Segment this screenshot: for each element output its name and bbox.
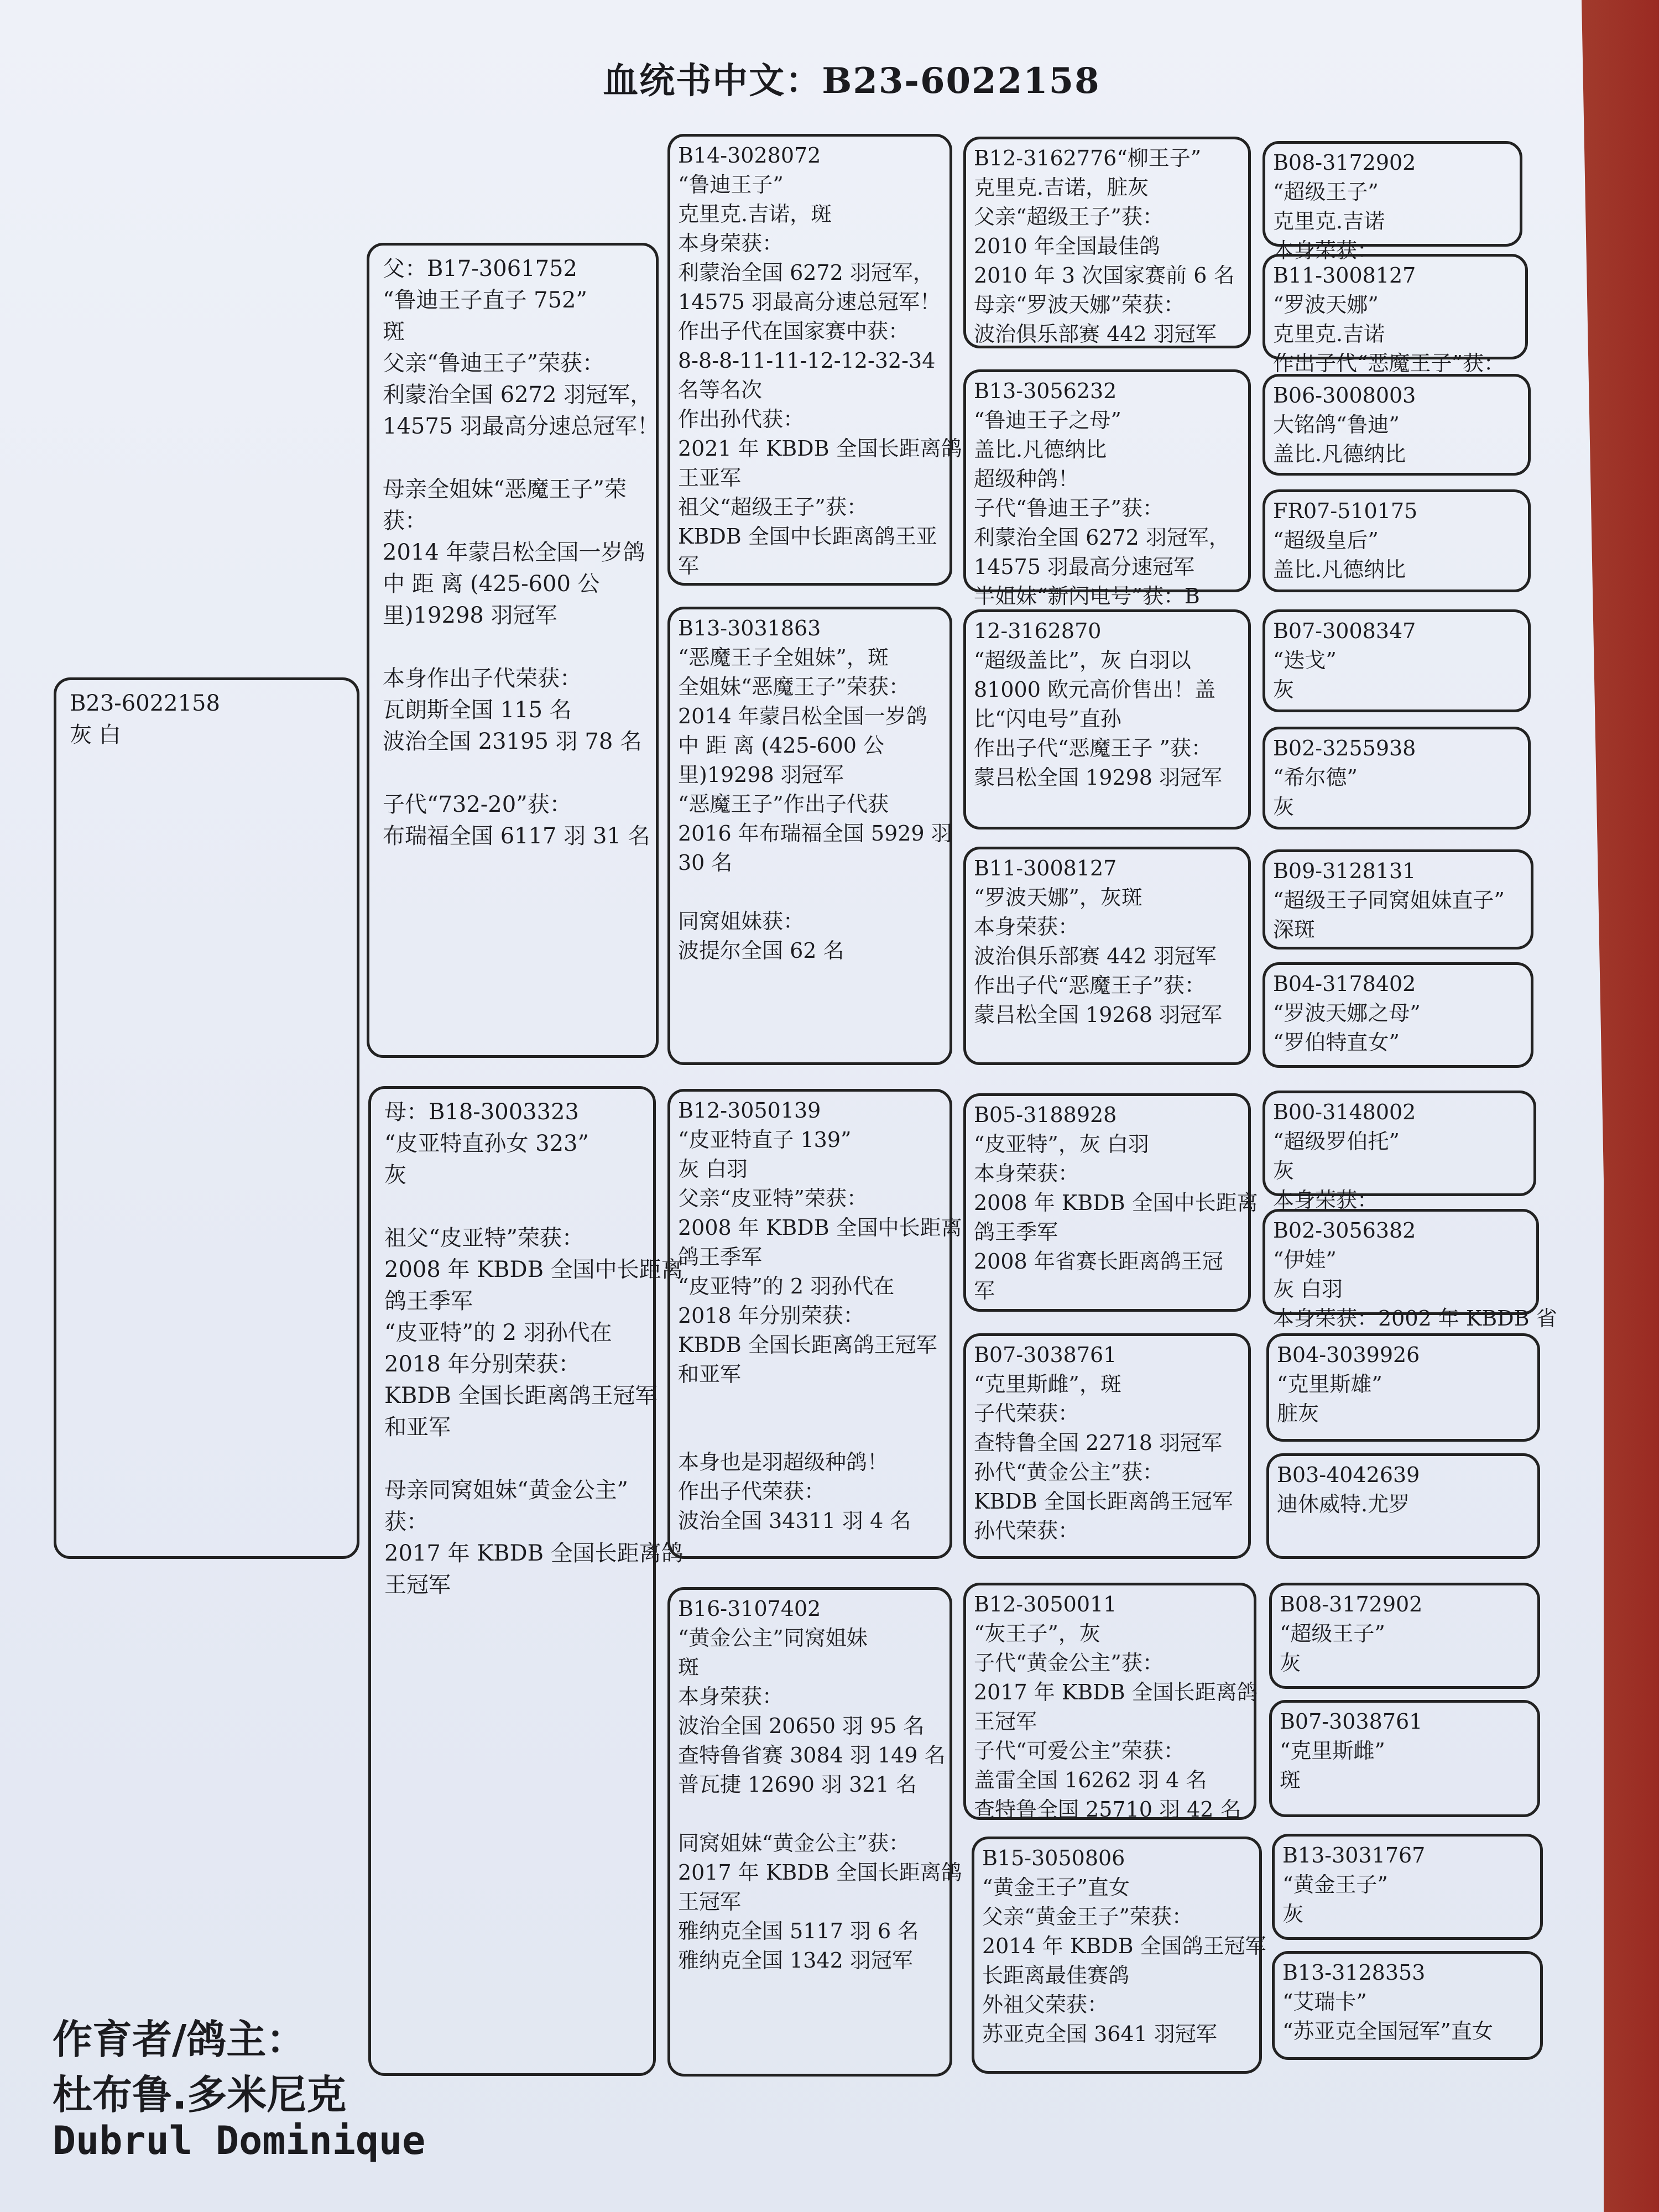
- pedigree-line: 作出孙代获：: [678, 407, 805, 431]
- ring-number: B03-4042639: [1277, 1463, 1420, 1487]
- pedigree-line: 子代荣获：: [974, 1401, 1079, 1426]
- ring-number: B09-3128131: [1273, 859, 1416, 883]
- pedigree-line: 母亲全姐妹“恶魔王子”荣: [383, 477, 627, 502]
- ring-number: B15-3050806: [982, 1846, 1125, 1870]
- pedigree-line: 母亲“罗波天娜”荣获：: [974, 293, 1185, 317]
- pedigree-line: 2014 年 KBDB 全国鸽王冠军: [982, 1934, 1266, 1958]
- pedigree-line: “希尔德”: [1273, 765, 1358, 790]
- pedigree-line: 斑: [1280, 1768, 1301, 1792]
- pedigree-line: 2008 年 KBDB 全国中长距离: [974, 1191, 1258, 1215]
- ggg-box-g9: [1262, 1091, 1536, 1212]
- ring-number: B02-3255938: [1273, 736, 1416, 760]
- pedigree-line: “皮亚特直子 139”: [678, 1128, 852, 1152]
- pedigree-line: 8-8-8-11-11-12-12-32-34: [678, 348, 936, 373]
- pedigree-line: 孙代荣获：: [974, 1519, 1079, 1543]
- ggg-box-g5: [1262, 609, 1531, 712]
- ring-number: B08-3172902: [1273, 150, 1416, 175]
- pedigree-line: 波治全国 34311 羽 4 名: [678, 1509, 911, 1533]
- pedigree-line: 灰 白羽: [1273, 1277, 1343, 1301]
- pedigree-line: “超级王子”: [1273, 180, 1379, 204]
- pedigree-line: 和亚军: [678, 1362, 742, 1386]
- ring-number: B12-3050011: [974, 1592, 1117, 1616]
- pedigree-line: 灰: [1282, 1902, 1304, 1926]
- pedigree-title: 血统书中文：B23-6022158: [603, 60, 1100, 102]
- dam-dam-box-dd: [667, 1587, 962, 2077]
- subject-pigeon-box-self: [54, 677, 359, 1559]
- pedigree-line: 王亚军: [678, 466, 742, 490]
- ring-number: B13-3031863: [678, 616, 821, 640]
- pedigree-line: “黄金王子”直女: [982, 1875, 1130, 1900]
- ggg-box-g10: [1262, 1209, 1557, 1331]
- pedigree-line: KBDB 全国长距离鸽王冠军: [384, 1383, 658, 1408]
- pedigree-line: KBDB 全国长距离鸽王冠军: [678, 1333, 937, 1357]
- pedigree-line: [678, 1799, 942, 1829]
- pedigree-line: “超级盖比”，灰 白羽以: [974, 648, 1191, 672]
- pedigree-line: 子代“可爱公主”荣获：: [974, 1739, 1185, 1763]
- breeder-name-chinese: 杜布鲁.多米尼克: [53, 2072, 347, 2118]
- ring-number: B06-3008003: [1273, 383, 1416, 408]
- pedigree-line: “超级罗伯托”: [1273, 1129, 1400, 1154]
- pedigree-line: “罗波天娜”，灰斑: [974, 885, 1142, 910]
- ggg-box-g3: [1262, 374, 1531, 476]
- pedigree-line: [384, 1443, 640, 1475]
- pedigree-line: 孙代“黄金公主”获：: [974, 1460, 1164, 1484]
- pedigree-line: 蒙吕松全国 19298 羽冠军: [974, 765, 1223, 790]
- pedigree-line: 军: [974, 1279, 995, 1303]
- pedigree-line: 14575 羽最高分速总冠军！: [383, 414, 659, 439]
- pedigree-line: 2017 年 KBDB 全国长距离鸽: [384, 1541, 684, 1566]
- pedigree-line: 里)19298 羽冠军: [678, 763, 844, 787]
- pedigree-line: 2014 年蒙吕松全国一岁鸽: [678, 704, 927, 728]
- pedigree-line: 盖比.凡德纳比: [1273, 442, 1406, 466]
- pedigree-line: 2008 年 KBDB 全国中长距离: [678, 1215, 962, 1240]
- pedigree-line: 波治俱乐部赛 442 羽冠军: [974, 944, 1217, 968]
- ring-number: B07-3038761: [1280, 1709, 1423, 1734]
- pedigree-line: “罗波天娜之母”: [1273, 1001, 1421, 1025]
- pedigree-line: “皮亚特”，灰 白羽: [974, 1132, 1149, 1156]
- pedigree-line: 查特鲁省赛 3084 羽 149 名: [678, 1743, 946, 1767]
- pedigree-line: 14575 羽最高分速冠军: [974, 555, 1194, 579]
- pedigree-line: 作出子代“恶魔王子”获：: [974, 973, 1206, 998]
- sire-box-sire: [367, 243, 659, 1058]
- pedigree-line: 雅纳克全国 5117 羽 6 名: [678, 1919, 919, 1943]
- pedigree-line: 超级种鸽！: [974, 467, 1079, 491]
- pedigree-line: 本身荣获：: [1273, 1188, 1379, 1212]
- ring-number: B14-3028072: [678, 143, 821, 168]
- pedigree-line: 2010 年全国最佳鸽: [974, 234, 1160, 258]
- dam-box-dam: [368, 1086, 684, 2076]
- pedigree-line: 盖比.凡德纳比: [1273, 557, 1406, 582]
- pedigree-line: 鸽王季军: [974, 1220, 1058, 1244]
- pedigree-line: 子代“732-20”获：: [383, 792, 572, 817]
- ring-number: B16-3107402: [678, 1597, 821, 1621]
- breeder-name: Dubrul Dominique: [53, 2118, 426, 2163]
- pedigree-line: [383, 442, 643, 474]
- pedigree-line: “皮亚特”的 2 羽孙代在: [384, 1320, 612, 1345]
- pedigree-line: 本身荣获：: [974, 1161, 1079, 1186]
- pedigree-line: “黄金王子”: [1282, 1872, 1388, 1897]
- pedigree-line: 灰: [1280, 1651, 1301, 1675]
- pedigree-line: 父亲“皮亚特”荣获：: [678, 1186, 868, 1211]
- sire-sire-box-ss: [667, 134, 962, 586]
- pedigree-line: “罗波天娜”: [1273, 293, 1379, 317]
- pedigree-line: 斑: [678, 1655, 700, 1679]
- ring-number: B07-3008347: [1273, 619, 1416, 643]
- pedigree-line: 作出子代荣获：: [678, 1479, 826, 1504]
- pedigree-line: “超级王子”: [1280, 1621, 1385, 1646]
- ring-number: B23-6022158: [70, 691, 220, 716]
- pedigree-line: 2021 年 KBDB 全国长距离鸽: [678, 436, 962, 461]
- pedigree-line: “苏亚克全国冠军”直女: [1282, 2019, 1493, 2043]
- pedigree-line: 深斑: [1273, 917, 1316, 942]
- ring-number: FR07-510175: [1273, 499, 1418, 523]
- pedigree-line: 鸽王季军: [384, 1288, 473, 1314]
- gg-box-ssd: [963, 369, 1251, 608]
- pedigree-line: 军: [678, 554, 700, 578]
- pedigree-line: 王冠军: [678, 1890, 742, 1914]
- pedigree-line: 灰 白羽: [678, 1157, 748, 1181]
- pedigree-line: 2017 年 KBDB 全国长距离鸽: [678, 1860, 962, 1885]
- pedigree-line: 脏灰: [1277, 1401, 1319, 1426]
- pedigree-line: 2016 年布瑞福全国 5929 羽: [678, 821, 952, 846]
- ring-number: B13-3056232: [974, 379, 1117, 403]
- pedigree-line: 本身作出子代荣获：: [383, 666, 582, 691]
- ring-number: B13-3031767: [1282, 1843, 1426, 1867]
- pedigree-line: 波治俱乐部赛 442 羽冠军: [974, 322, 1217, 346]
- pedigree-line: 获：: [384, 1509, 429, 1535]
- pedigree-line: 获：: [383, 508, 427, 534]
- pedigree-line: 波治全国 23195 羽 78 名: [383, 729, 643, 754]
- pedigree-line: 2010 年 3 次国家赛前 6 名: [974, 263, 1235, 288]
- pedigree-line: 2008 年省赛长距离鸽王冠: [974, 1249, 1223, 1274]
- pedigree-line: 全姐妹“恶魔王子”荣获：: [678, 675, 910, 699]
- pedigree-line: “克里斯雌”，斑: [974, 1372, 1121, 1396]
- pedigree-line: 2018 年分别荣获：: [678, 1303, 864, 1328]
- pedigree-line: “皮亚特”的 2 羽孙代在: [678, 1274, 895, 1298]
- ring-number: B12-3162776“柳王子”: [974, 146, 1202, 170]
- pedigree-line: 克里克.吉诺，斑: [678, 202, 832, 226]
- pedigree-line: 本身荣获：: [678, 1684, 784, 1709]
- pedigree-line: 14575 羽最高分速总冠军！: [678, 290, 941, 314]
- pedigree-line: 波治全国 20650 羽 95 名: [678, 1714, 925, 1738]
- pedigree-line: 盖比.凡德纳比: [974, 437, 1107, 462]
- sire-dam-box-sd: [667, 607, 952, 1065]
- pedigree-line: [678, 878, 942, 907]
- pedigree-line: 本身荣获：: [1273, 238, 1379, 263]
- pedigree-line: 2017 年 KBDB 全国长距离鸽: [974, 1680, 1258, 1704]
- ggg-box-g7: [1262, 849, 1533, 950]
- pedigree-line: 2008 年 KBDB 全国中长距离: [384, 1257, 684, 1282]
- pedigree-line: “克里斯雌”: [1280, 1739, 1385, 1763]
- ring-number: B11-3008127: [974, 856, 1117, 880]
- ggg-box-g4: [1262, 489, 1531, 592]
- gg-box-sds: [963, 609, 1251, 830]
- pedigree-line: 作出子代“恶魔王子 ”获：: [974, 736, 1212, 760]
- pedigree-line: 灰: [1273, 1159, 1295, 1183]
- pedigree-line: [383, 758, 643, 789]
- pedigree-line: 布瑞福全国 6117 羽 31 名: [383, 823, 650, 849]
- pedigree-line: [384, 1191, 640, 1223]
- pedigree-line: “黄金公主”同窝姐妹: [678, 1626, 868, 1650]
- pedigree-line: 父亲“黄金王子”荣获：: [982, 1905, 1193, 1929]
- gg-box-ddd: [972, 1837, 1266, 2074]
- pedigree-line: “超级皇后”: [1273, 528, 1379, 552]
- pedigree-line: 作出子代“恶魔王子”获：: [1273, 351, 1505, 375]
- pedigree-line: 祖父“皮亚特”荣获：: [384, 1225, 584, 1251]
- pedigree-line: “恶魔王子”作出子代获: [678, 792, 889, 816]
- ring-number: 12-3162870: [974, 619, 1102, 643]
- pedigree-line: KBDB 全国中长距离鸽王亚: [678, 524, 937, 549]
- ggg-box-g15: [1272, 1834, 1543, 1940]
- pedigree-line: 和亚军: [384, 1415, 451, 1440]
- ggg-box-g6: [1262, 727, 1531, 830]
- pedigree-line: [383, 632, 643, 663]
- ring-number: B04-3039926: [1277, 1343, 1420, 1367]
- pedigree-line: 利蒙治全国 6272 羽冠军，: [974, 525, 1230, 550]
- pedigree-line: 同窝姐妹获：: [678, 909, 805, 933]
- pedigree-line: 灰: [384, 1162, 406, 1188]
- pedigree-line: 里)19298 羽冠军: [383, 603, 557, 628]
- ggg-box-g12: [1266, 1453, 1540, 1559]
- pedigree-line: 30 名: [678, 851, 733, 875]
- pedigree-line: 克里克.吉诺: [1273, 209, 1385, 233]
- pedigree-line: [678, 1418, 942, 1448]
- pedigree-line: 半姐妹“新闪电号”获：B: [974, 584, 1200, 608]
- ggg-box-g14: [1269, 1700, 1540, 1817]
- pedigree-line: 中 距 离 (425-600 公: [383, 571, 600, 597]
- pedigree-line: “迭戈”: [1273, 648, 1337, 672]
- ring-number: B05-3188928: [974, 1103, 1117, 1127]
- pedigree-line: 雅纳克全国 1342 羽冠军: [678, 1948, 913, 1973]
- pedigree-line: “罗伯特直女”: [1273, 1030, 1400, 1055]
- ggg-box-g2: [1262, 254, 1528, 375]
- pedigree-line: 作出子代在国家赛中获：: [678, 319, 910, 343]
- pedigree-line: [678, 1389, 942, 1418]
- pedigree-line: 斑: [383, 319, 405, 345]
- ggg-box-g16: [1272, 1951, 1543, 2060]
- pedigree-line: 查特鲁全国 22718 羽冠军: [974, 1431, 1223, 1455]
- pedigree-line: 王冠军: [974, 1709, 1037, 1734]
- pedigree-line: 王冠军: [384, 1572, 451, 1598]
- pedigree-line: 灰: [1273, 677, 1295, 702]
- ring-number: 母：B18-3003323: [384, 1099, 579, 1125]
- pedigree-line: 灰: [1273, 795, 1295, 819]
- ring-number: B04-3178402: [1273, 972, 1416, 996]
- pedigree-line: 克里克.吉诺，脏灰: [974, 175, 1149, 200]
- pedigree-line: 中 距 离 (425-600 公: [678, 733, 885, 758]
- pedigree-line: 比“闪电号”直孙: [974, 707, 1121, 731]
- pedigree-line: “灰王子”，灰: [974, 1621, 1100, 1646]
- pedigree-line: 盖雷全国 16262 羽 4 名: [974, 1768, 1207, 1792]
- pedigree-line: 利蒙治全国 6272 羽冠军，: [383, 382, 653, 408]
- ring-number: B00-3148002: [1273, 1100, 1416, 1124]
- pedigree-line: “皮亚特直孙女 323”: [384, 1131, 589, 1156]
- ring-number: B11-3008127: [1273, 263, 1416, 288]
- gg-box-dss: [963, 1093, 1258, 1312]
- pedigree-line: 苏亚克全国 3641 羽冠军: [982, 2022, 1217, 2046]
- gg-box-sss: [963, 137, 1251, 348]
- ring-number: 父：B17-3061752: [383, 256, 577, 281]
- pedigree-line: 蒙吕松全国 19268 羽冠军: [974, 1003, 1223, 1027]
- pedigree-line: “艾瑞卡”: [1282, 1990, 1367, 2014]
- pedigree-line: 子代“黄金公主”获：: [974, 1651, 1164, 1675]
- pedigree-line: 查特鲁全国 25710 羽 42 名: [974, 1797, 1241, 1822]
- pedigree-line: 长距离最佳赛鸽: [982, 1963, 1130, 1987]
- ggg-box-g11: [1266, 1333, 1540, 1442]
- pedigree-line: “克里斯雄”: [1277, 1372, 1383, 1396]
- pedigree-line: “鲁迪王子”: [678, 173, 784, 197]
- pedigree-line: 克里克.吉诺: [1273, 322, 1385, 346]
- pedigree-line: 本身荣获：: [974, 915, 1079, 939]
- pedigree-line: “超级王子同窝姐妹直子”: [1273, 888, 1505, 912]
- pedigree-line: 81000 欧元高价售出！盖: [974, 677, 1215, 702]
- pedigree-line: 大铭鸽“鲁迪”: [1273, 413, 1400, 437]
- pedigree-line: 波提尔全国 62 名: [678, 938, 844, 963]
- pedigree-line: 本身也是羽超级种鸽！: [678, 1450, 889, 1474]
- pedigree-line: 普瓦捷 12690 羽 321 名: [678, 1772, 917, 1797]
- ring-number: B02-3056382: [1273, 1218, 1416, 1243]
- pedigree-line: “鲁迪王子之母”: [974, 408, 1121, 432]
- pedigree-line: 父亲“超级王子”获：: [974, 205, 1164, 229]
- pedigree-line: 母亲同窝姐妹“黄金公主”: [384, 1478, 628, 1503]
- breeder-label: 作育者/鸽主：: [53, 2016, 306, 2063]
- pedigree-line: 2014 年蒙吕松全国一岁鸽: [383, 540, 645, 565]
- ggg-box-g13: [1269, 1583, 1540, 1689]
- pedigree-line: 鸽王季军: [678, 1245, 763, 1269]
- pedigree-line: 子代“鲁迪王子”获：: [974, 496, 1164, 520]
- gg-box-dsd: [963, 1333, 1251, 1559]
- ring-number: B08-3172902: [1280, 1592, 1423, 1616]
- pedigree-line: 同窝姐妹“黄金公主”获：: [678, 1831, 910, 1855]
- pedigree-line: “伊娃”: [1273, 1248, 1337, 1272]
- pedigree-line: 瓦朗斯全国 115 名: [383, 697, 572, 723]
- pedigree-line: KBDB 全国长距离鸽王冠军: [974, 1489, 1233, 1514]
- pedigree-line: 灰 白: [70, 722, 121, 748]
- ring-number: B13-3128353: [1282, 1960, 1426, 1985]
- gg-box-sdd: [963, 847, 1251, 1065]
- gg-box-dds: [963, 1583, 1256, 1820]
- pedigree-line: 本身荣获：2002 年 KBDB 省: [1273, 1306, 1557, 1331]
- pedigree-line: 2018 年分别荣获：: [384, 1352, 581, 1377]
- pedigree-line: 父亲“鲁迪王子”荣获：: [383, 351, 604, 376]
- pedigree-line: 祖父“超级王子”获：: [678, 495, 868, 519]
- ring-number: B07-3038761: [974, 1343, 1117, 1367]
- pedigree-line: 名等名次: [678, 378, 763, 402]
- pedigree-line: 迪休威特.尤罗: [1277, 1492, 1410, 1516]
- ggg-box-g8: [1262, 962, 1533, 1068]
- pedigree-line: 利蒙治全国 6272 羽冠军，: [678, 260, 934, 285]
- ggg-box-g1: [1262, 141, 1522, 263]
- pedigree-line: 本身荣获：: [678, 231, 784, 255]
- pedigree-line: “恶魔王子全姐妹”，斑: [678, 645, 889, 670]
- ring-number: B12-3050139: [678, 1098, 821, 1123]
- dam-sire-box-ds: [667, 1089, 962, 1559]
- pedigree-line: 外祖父荣获：: [982, 1992, 1109, 2017]
- pedigree-line: “鲁迪王子直子 752”: [383, 288, 587, 313]
